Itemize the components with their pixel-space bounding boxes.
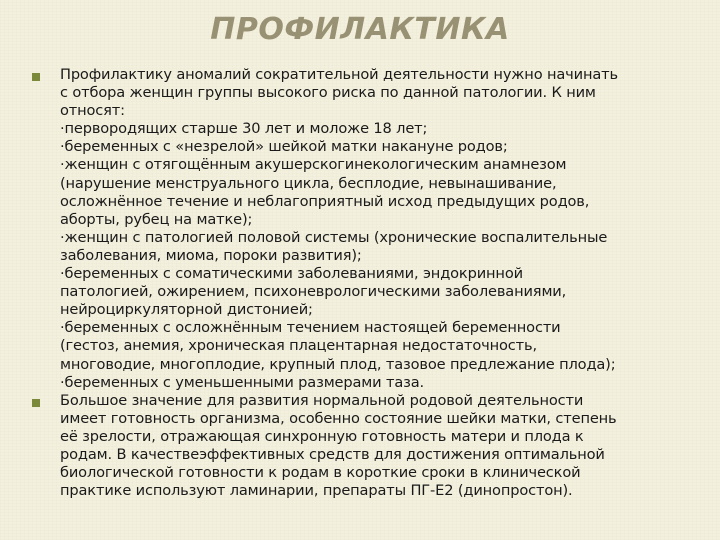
text-line: (нарушение менструального цикла, бесплодие, невынашивание, (60, 174, 557, 192)
square-bullet-icon (32, 399, 40, 407)
text-line: аборты, рубец на матке); (60, 210, 253, 228)
text-line: ·женщин с отягощённым акушерскогинекологическим анамнезом (60, 156, 567, 174)
text-line: заболевания, миома, пороки развития); (60, 246, 362, 264)
bullet-text (60, 392, 668, 501)
text-line: Профилактику аномалий сократительной деятельности нужно начинать (60, 66, 618, 83)
text-line: её зрелости, отражающая синхронную готовность матери и плода к (60, 427, 584, 445)
text-line: (гестоз, анемия, хроническая плацентарная недостаточность, (60, 337, 537, 355)
bullet-text (60, 66, 668, 392)
text-line: ·беременных с соматическими заболеваниями, эндокринной (60, 265, 523, 283)
text-line: ·беременных с «незрелой» шейкой матки накануне родов; (60, 138, 508, 156)
text-line: ·беременных с уменьшенными размерами таза. (60, 373, 425, 391)
text-line: многоводие, многоплодие, крупный плод, тазовое предлежание плода); (60, 355, 616, 373)
text-line: нейроциркуляторной дистонией; (60, 301, 313, 319)
bullet-item-1 (28, 66, 668, 392)
square-bullet-icon (32, 73, 40, 81)
text-line: с отбора женщин группы высокого риска по данной патологии. К ним (60, 84, 596, 102)
text-line: Большое значение для развития нормальной родовой деятельности (60, 391, 584, 409)
text-line: родам. В качествеэффективных средств для достижения оптимальной (60, 445, 605, 463)
text-line: имеет готовность организма, особенно состояние шейки матки, степень (60, 409, 617, 427)
text-line: относят: (60, 102, 125, 120)
text-line: биологической готовности к родам в короткие сроки в клинической (60, 464, 581, 482)
text-line: ·женщин с патологией половой системы (хронические воспалительные (60, 228, 608, 246)
text-line: патологией, ожирением, психоневрологическими заболеваниями, (60, 283, 567, 301)
slide-title: ПРОФИЛАКТИКА (210, 12, 510, 47)
text-line: ·первородящих старше 30 лет и моложе 18 лет; (60, 120, 428, 138)
bullet-item-2 (28, 392, 668, 501)
text-line: практике используют ламинарии, препараты ПГ-Е2 (динопростон). (60, 482, 573, 500)
text-line: осложнённое течение и неблагоприятный исход предыдущих родов, (60, 192, 590, 210)
slide-body (28, 66, 668, 500)
text-line: ·беременных с осложнённым течением настоящей беременности (60, 319, 561, 337)
